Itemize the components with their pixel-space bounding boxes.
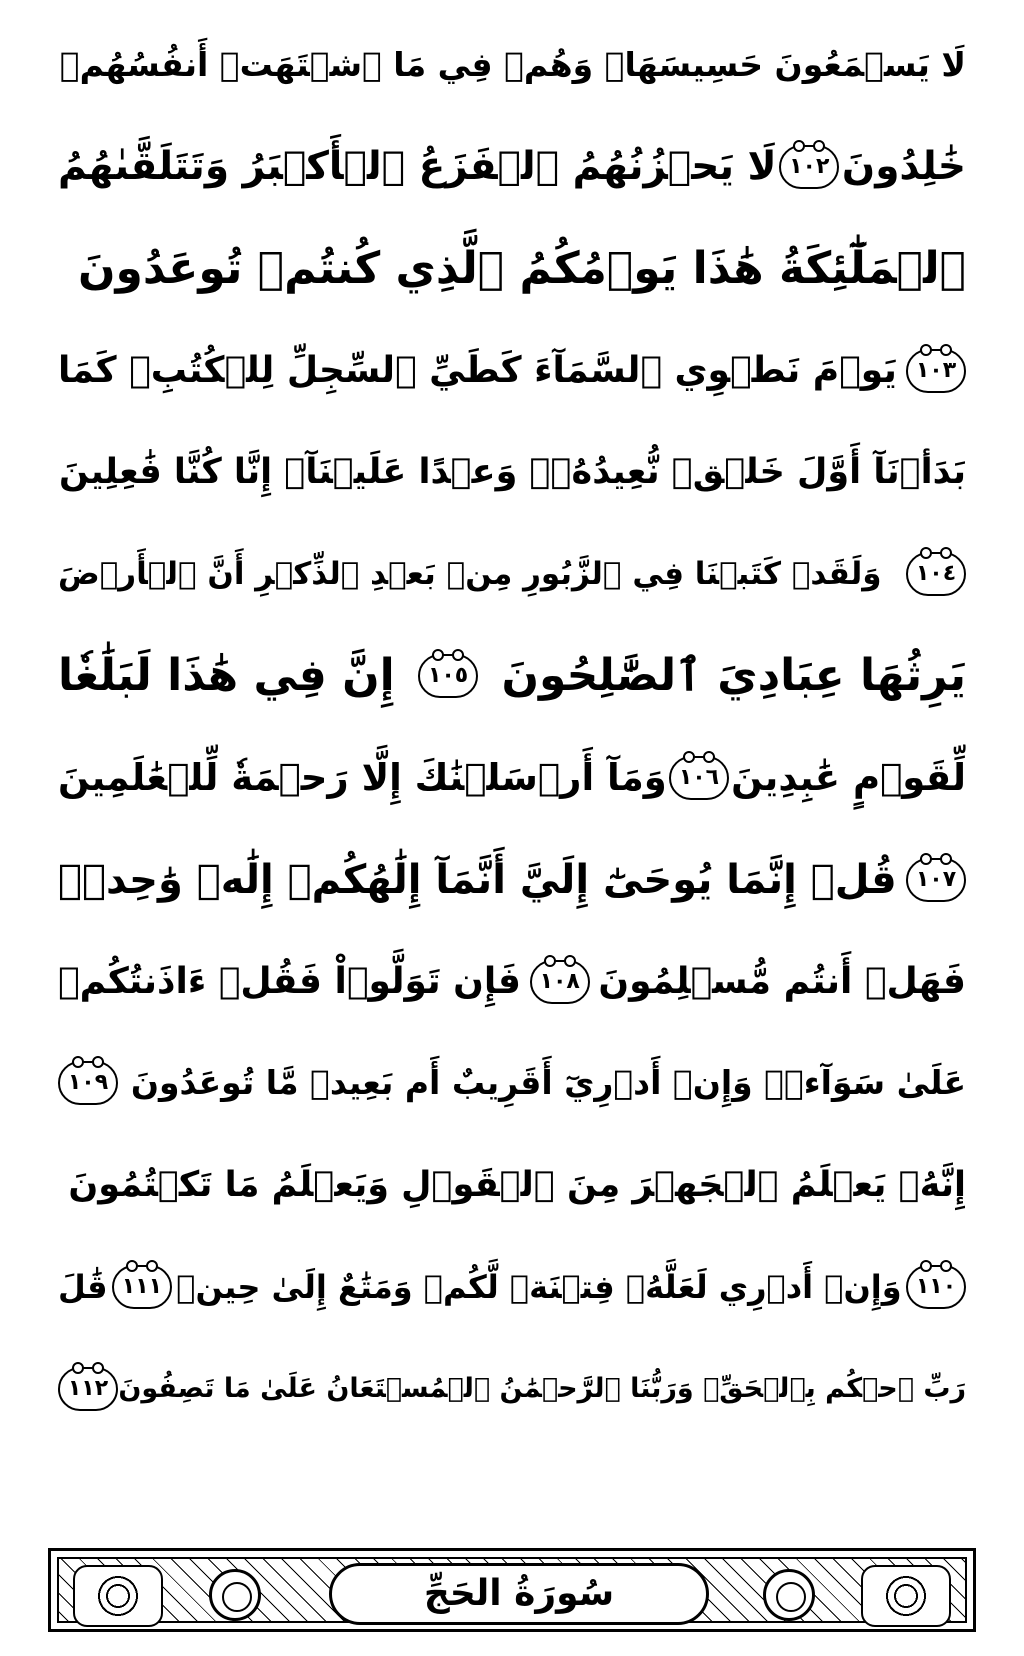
verse-text: يَوۡمَ نَطۡوِي ٱلسَّمَآءَ كَطَيِّ ٱلسِّجِلِّ لِلۡكُتُبِۚ كَمَا [58, 349, 897, 391]
surah-title-cartouche [329, 1563, 709, 1625]
verse-line [58, 425, 966, 519]
verse-text: وَمَآ أَرۡسَلۡنَٰكَ إِلَّا رَحۡمَةٗ لِّلۡعَٰلَمِينَ [58, 755, 667, 799]
verse-line [58, 120, 966, 214]
verse-line [58, 18, 966, 112]
verse-line [58, 324, 966, 418]
ayah-number-marker: ١٠٩ [58, 1061, 118, 1105]
ayah-number-marker: ١٠٥ [418, 654, 478, 698]
verse-text: إِنَّهُۥ يَعۡلَمُ ٱلۡجَهۡرَ مِنَ ٱلۡقَوۡلِ وَيَعۡلَمُ مَا تَكۡتُمُونَ [68, 1165, 966, 1206]
verse-line [58, 1240, 966, 1334]
ayah-number-marker: ١١٢ [58, 1367, 118, 1411]
ayah-number-marker: ١٠٢ [779, 145, 839, 189]
verse-text: قُلۡ إِنَّمَا يُوحَىٰٓ إِلَيَّ أَنَّمَآ إِلَٰهُكُمۡ إِلَٰهٞ وَٰحِدٞۖ [58, 856, 897, 903]
verse-text: خَٰلِدُونَ [841, 143, 966, 189]
ayah-number-marker: ١٠٦ [669, 756, 729, 800]
medallion-icon [763, 1569, 815, 1621]
verse-text: رَبِّ ٱحۡكُم بِٱلۡحَقِّۗ وَرَبُّنَا ٱلرَّحۡمَٰنُ ٱلۡمُسۡتَعَانُ عَلَىٰ مَا تَصِفُونَ [118, 1372, 966, 1404]
ayah-number-marker: ١١١ [112, 1265, 172, 1309]
ayah-number-marker: ١٠٤ [906, 552, 966, 596]
ayah-number-marker: ١٠٣ [906, 349, 966, 393]
verse-text: وَلَقَدۡ كَتَبۡنَا فِي ٱلزَّبُورِ مِنۢ بَعۡدِ ٱلذِّكۡرِ أَنَّ ٱلۡأَرۡضَ [58, 556, 882, 593]
verse-text: لَا يَحۡزُنُهُمُ ٱلۡفَزَعُ ٱلۡأَكۡبَرُ وَتَتَلَقَّىٰهُمُ [58, 143, 777, 189]
verse-line [58, 527, 966, 621]
verse-text: عَلَىٰ سَوَآءٖۖ وَإِنۡ أَدۡرِيٓ أَقَرِيبٌ أَم بَعِيدٞ مَّا تُوعَدُونَ [130, 1063, 966, 1103]
ornament-knot-icon [73, 1565, 163, 1627]
verse-text: وَإِنۡ أَدۡرِي لَعَلَّهُۥ فِتۡنَةٞ لَّكُمۡ وَمَتَٰعٌ إِلَىٰ حِينٖ [176, 1268, 902, 1307]
verse-line [58, 731, 966, 825]
ornament-knot-icon [861, 1565, 951, 1627]
verse-line [58, 629, 966, 723]
verse-line [58, 1342, 966, 1436]
verse-line [58, 222, 966, 316]
medallion-icon [209, 1569, 261, 1621]
verse-text: يَرِثُهَا عِبَادِيَ ٱلصَّٰلِحُونَ [501, 650, 966, 702]
ayah-number-marker: ١١٠ [906, 1265, 966, 1309]
verse-line [58, 833, 966, 927]
surah-header-banner [48, 1548, 976, 1632]
verse-text: لَا يَسۡمَعُونَ حَسِيسَهَاۖ وَهُمۡ فِي مَا ٱشۡتَهَتۡ أَنفُسُهُمۡ [59, 45, 966, 84]
verse-text: إِنَّ فِي هَٰذَا لَبَلَٰغٗا [58, 650, 395, 702]
surah-title: سُورَةُ الحَجِّ [423, 1573, 615, 1614]
verse-lines [58, 18, 966, 1436]
verse-text: بَدَأۡنَآ أَوَّلَ خَلۡقٖ نُّعِيدُهُۥۚ وَعۡدًا عَلَيۡنَآۚ إِنَّا كُنَّا فَٰعِلِينَ [59, 452, 966, 493]
ayah-number-marker: ١٠٨ [530, 960, 590, 1004]
verse-text: لِّقَوۡمٍ عَٰبِدِينَ [731, 755, 966, 799]
verse-line [58, 935, 966, 1029]
verse-text: فَهَلۡ أَنتُم مُّسۡلِمُونَ [598, 960, 966, 1002]
ayah-number-marker: ١٠٧ [906, 858, 966, 902]
verse-line [58, 1036, 966, 1130]
verse-text: ٱلۡمَلَٰٓئِكَةُ هَٰذَا يَوۡمُكُمُ ٱلَّذِي كُنتُمۡ تُوعَدُونَ [77, 242, 966, 294]
verse-line [58, 1138, 966, 1232]
banner-ornament [57, 1557, 967, 1623]
verse-text: قَٰلَ [58, 1268, 108, 1307]
verse-text: فَإِن تَوَلَّوۡاْ فَقُلۡ ءَاذَنتُكُمۡ [58, 960, 521, 1002]
